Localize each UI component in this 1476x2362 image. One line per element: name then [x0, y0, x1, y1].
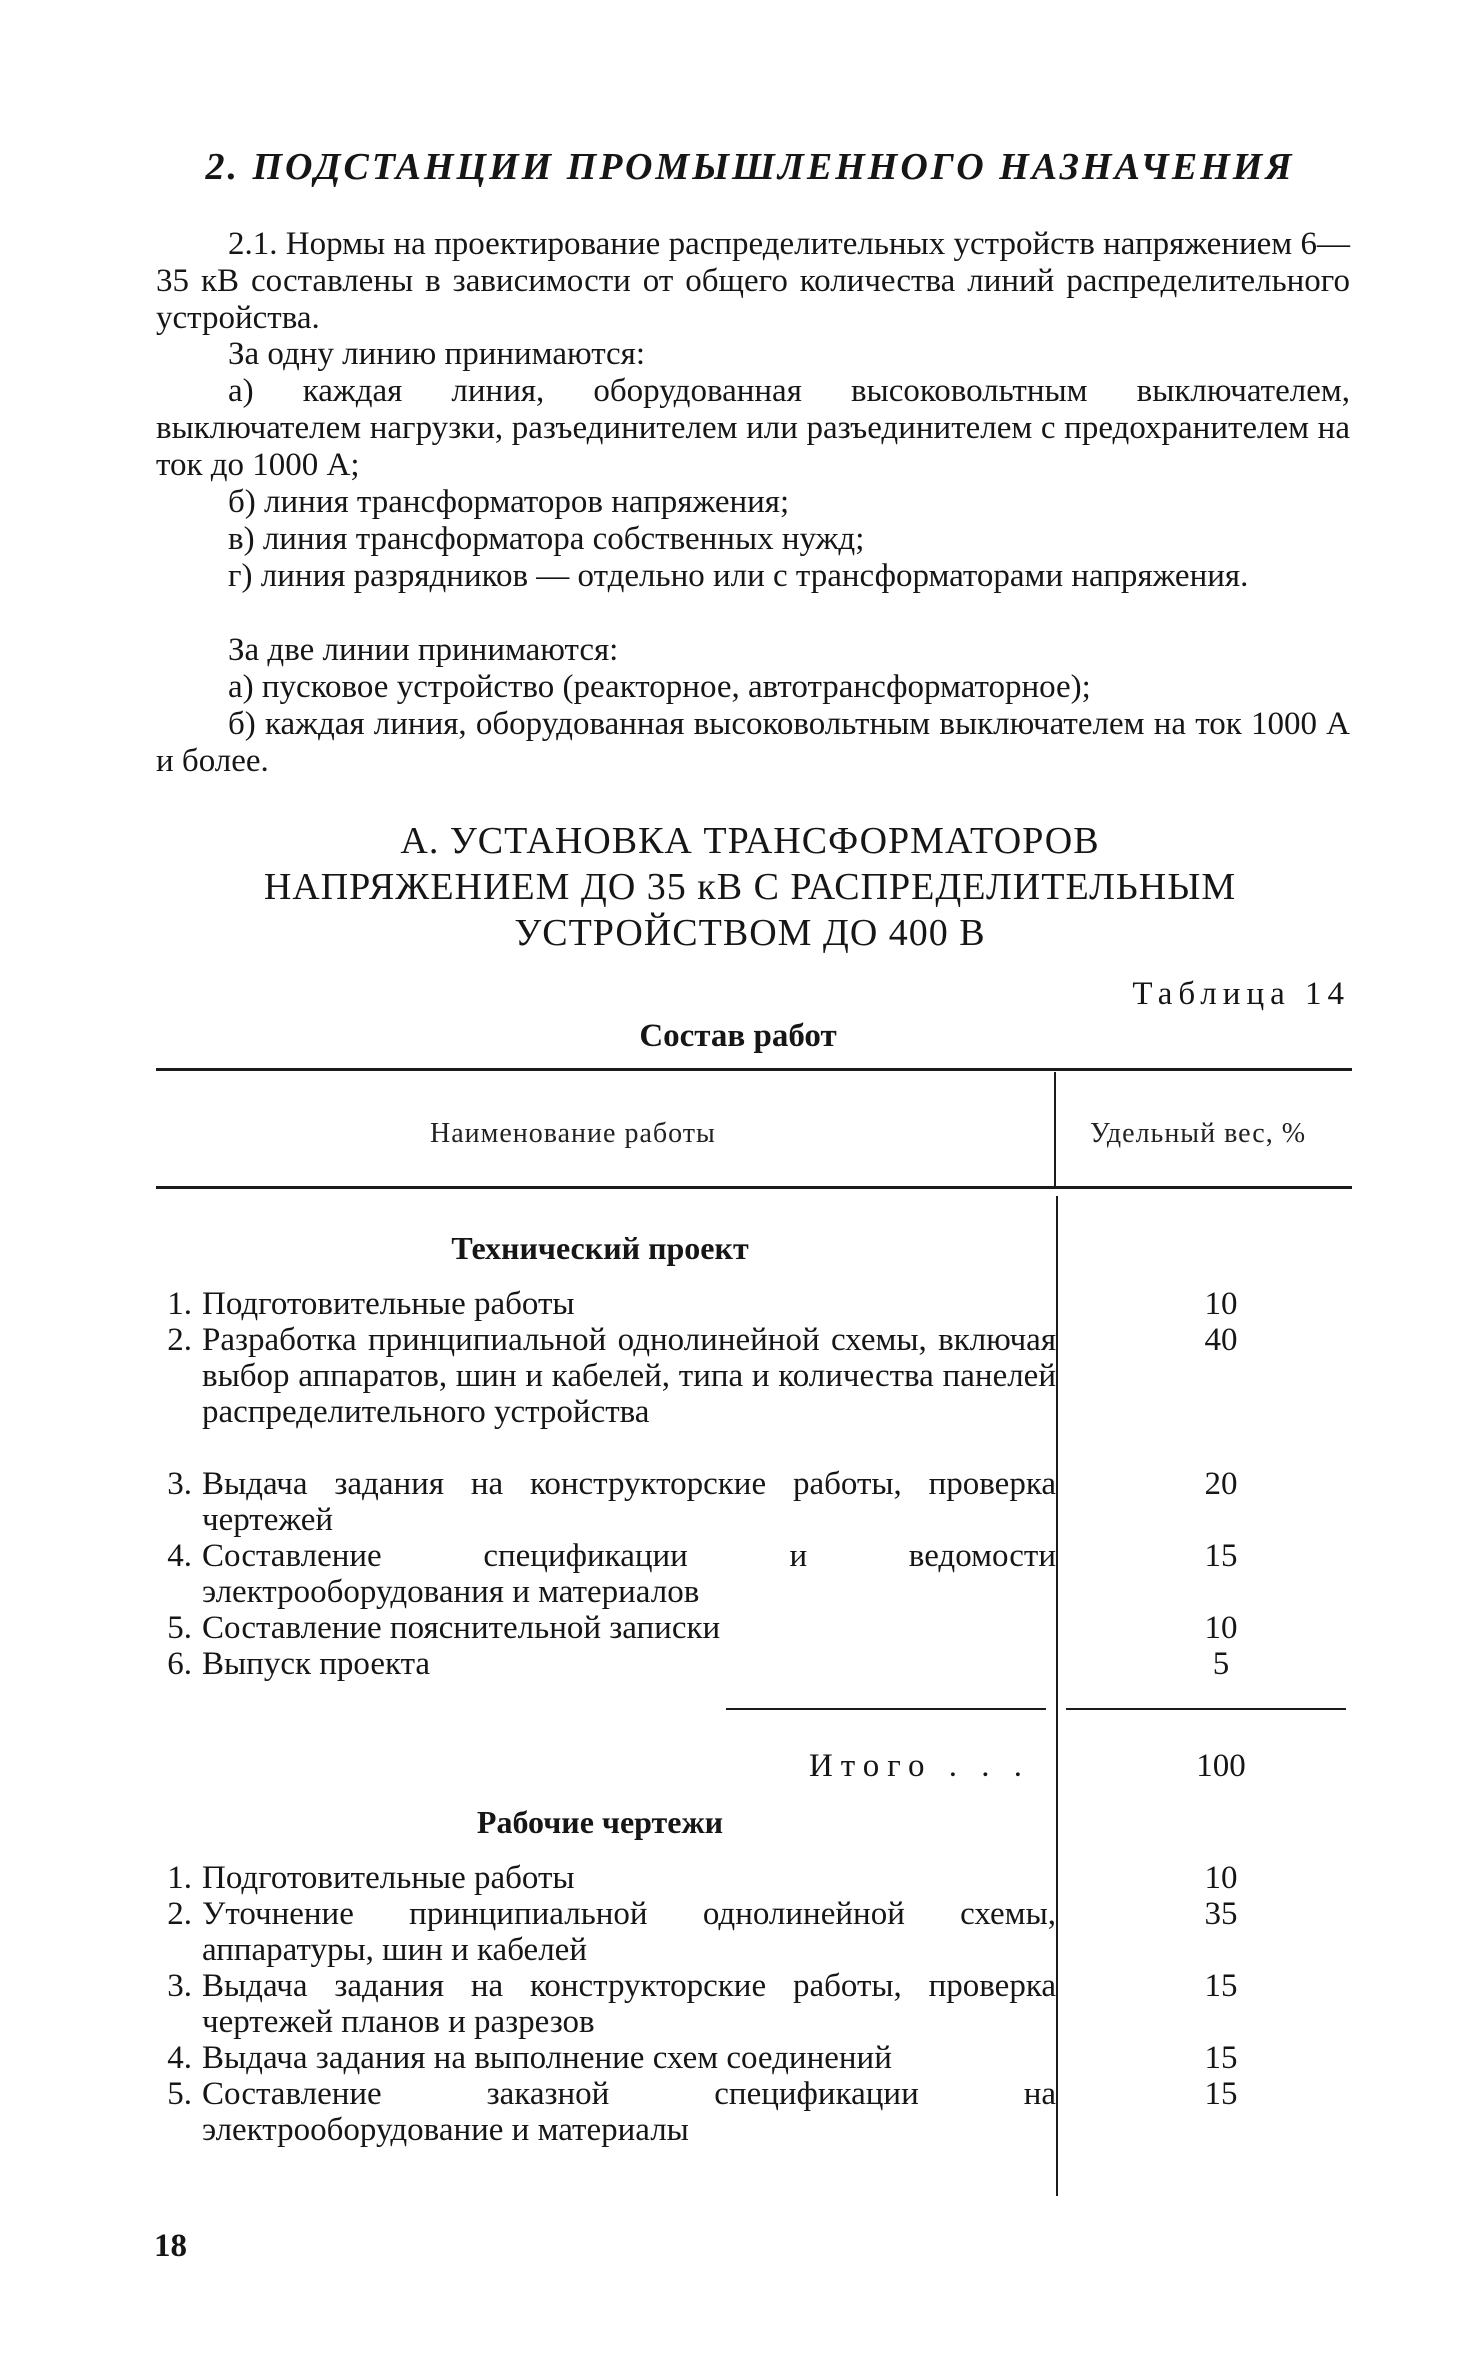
section-title-line-2: НАПРЯЖЕНИЕМ ДО 35 кВ С РАСПРЕДЕЛИТЕЛЬНЫМ — [263, 866, 1237, 908]
table-subtitle: Состав работ — [639, 1018, 837, 1054]
row-number: 3. — [167, 1968, 192, 2004]
page-number: 18 — [154, 2228, 187, 2264]
section-title-line-3: УСТРОЙСТВОМ ДО 400 В — [514, 912, 986, 954]
paragraph-item-b: б) линия трансформаторов напряжения; — [228, 484, 790, 520]
row-number: 1. — [167, 1860, 192, 1896]
paragraph-item-a: а) каждая линия, оборудованная высоковольтным выключателем, выключателем нагрузки, разъединителем или разъединителем с предохранителем на ток до 1000 А; — [156, 373, 1350, 483]
row-text: Выдача задания на конструкторские работы, проверка чертежей — [202, 1466, 1056, 1538]
row-text: Составление пояснительной записки — [202, 1610, 721, 1646]
paragraph-one-line-intro: За одну линию принимаются: — [228, 336, 646, 372]
row-number: 4. — [167, 1538, 192, 1574]
total-value: 100 — [1196, 1748, 1246, 1784]
row-text: Разработка принципиальной однолинейной схемы, включая выбор аппаратов, шин и кабелей, типа и количества панелей распределительного устройства — [202, 1322, 1056, 1430]
column-header-weight: Удельный вес, % — [1090, 1118, 1307, 1149]
row-number: 5. — [167, 1610, 192, 1646]
table-top-rule — [156, 1068, 1352, 1071]
paragraph-two-lines-a: а) пусковое устройство (реакторное, автотрансформаторное); — [228, 669, 1091, 705]
table-caption: Таблица 14 — [1132, 976, 1350, 1012]
row-value: 40 — [1204, 1322, 1238, 1358]
section-title-line-1: А. УСТАНОВКА ТРАНСФОРМАТОРОВ — [400, 820, 1100, 862]
row-number: 2. — [167, 1322, 192, 1358]
row-value: 15 — [1204, 2076, 1238, 2112]
row-value: 5 — [1212, 1646, 1230, 1682]
subtotal-rule-name — [726, 1708, 1046, 1710]
row-value: 15 — [1204, 1968, 1238, 2004]
row-number: 5. — [167, 2076, 192, 2112]
paragraph-two-lines-intro: За две линии принимаются: — [228, 632, 619, 668]
header-column-divider — [1054, 1072, 1056, 1186]
paragraph-two-lines-b: б) каждая линия, оборудованная высоковольтным выключателем на ток 1000 А и более. — [156, 706, 1350, 779]
row-number: 2. — [167, 1896, 192, 1932]
group-title-technical-project: Технический проект — [451, 1230, 749, 1266]
row-value: 20 — [1204, 1466, 1238, 1502]
section-title — [150, 818, 1350, 956]
paragraph-item-g: г) линия разрядников — отдельно или с трансформаторами напряжения. — [228, 558, 1249, 594]
row-text: Составление спецификации и ведомости электрооборудования и материалов — [202, 1538, 1056, 1610]
table-header-rule — [156, 1186, 1352, 1189]
row-number: 6. — [167, 1646, 192, 1682]
row-text: Выпуск проекта — [202, 1646, 431, 1682]
row-value: 10 — [1204, 1610, 1238, 1646]
row-value: 10 — [1204, 1860, 1238, 1896]
row-text: Выдача задания на выполнение схем соединений — [202, 2040, 892, 2076]
chapter-title: 2. ПОДСТАНЦИИ ПРОМЫШЛЕННОГО НАЗНАЧЕНИЯ — [205, 146, 1295, 188]
row-value: 35 — [1204, 1896, 1238, 1932]
row-value: 15 — [1204, 1538, 1238, 1574]
paragraph-item-v: в) линия трансформатора собственных нужд; — [228, 521, 865, 557]
column-header-name: Наименование работы — [430, 1118, 716, 1149]
row-text: Подготовительные работы — [202, 1860, 575, 1896]
row-text: Выдача задания на конструкторские работы, проверка чертежей планов и разрезов — [202, 1968, 1056, 2040]
total-label: Итого . . . — [808, 1748, 1030, 1784]
row-number: 1. — [167, 1286, 192, 1322]
row-number: 3. — [167, 1466, 192, 1502]
row-text: Уточнение принципиальной однолинейной схемы, аппаратуры, шин и кабелей — [202, 1896, 1056, 1968]
row-value: 15 — [1204, 2040, 1238, 2076]
subtotal-rule-value — [1066, 1708, 1346, 1710]
body-column-divider — [1056, 1196, 1058, 2196]
row-value: 10 — [1204, 1286, 1238, 1322]
row-text: Составление заказной спецификации на электрооборудование и материалы — [202, 2076, 1056, 2148]
paragraph-2-1: 2.1. Нормы на проектирование распределительных устройств напряжением 6—35 кВ составлены в зависимости от общего количества линий распределительного устройства. — [156, 226, 1350, 336]
group-title-working-drawings: Рабочие чертежи — [476, 1804, 724, 1840]
row-number: 4. — [167, 2040, 192, 2076]
row-text: Подготовительные работы — [202, 1286, 575, 1322]
